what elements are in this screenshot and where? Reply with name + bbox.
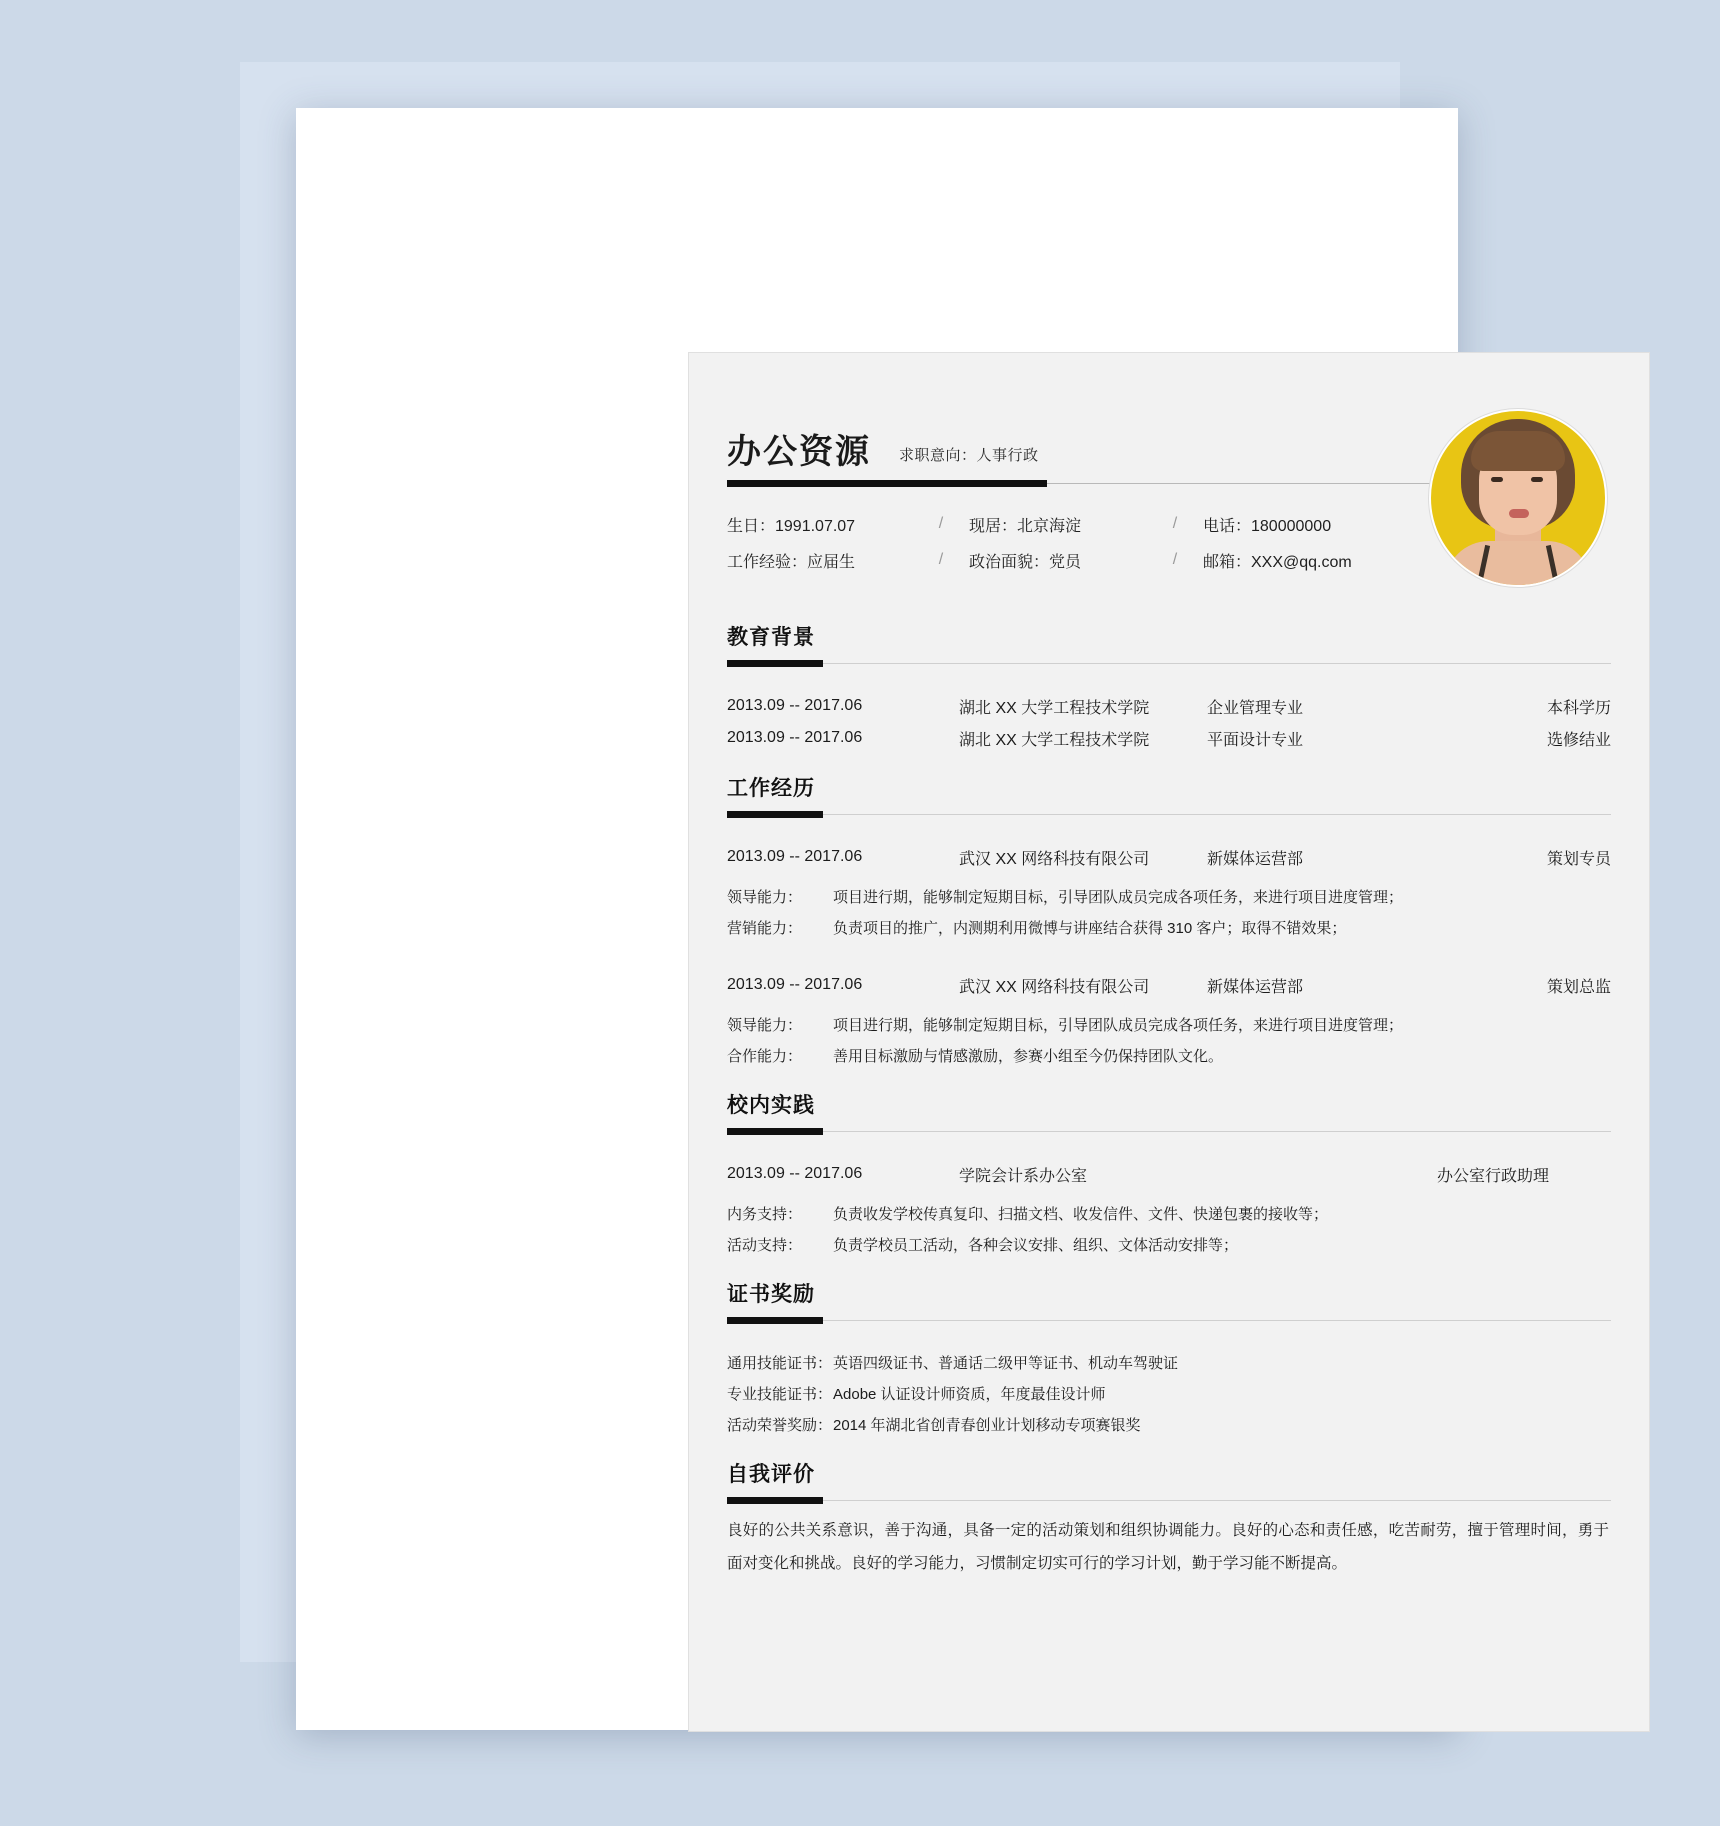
header-divider [727, 483, 1547, 484]
section-divider [727, 1500, 1611, 1501]
certificate-label: 通用技能证书： [727, 1355, 833, 1372]
work-date: 2013.09 -- 2017.06 [727, 976, 863, 993]
work-company: 武汉 XX 网络科技有限公司 [959, 850, 1150, 868]
section-certificates [727, 1260, 1611, 1440]
avatar-eye-right [1531, 477, 1543, 482]
resume-header [727, 389, 1611, 603]
certificate-text: 2014 年湖北省创青春创业计划移动专项赛银奖 [833, 1417, 1141, 1434]
contact-residence: 现居：北京海淀 [969, 517, 1082, 535]
section-divider [727, 814, 1611, 815]
work-company: 武汉 XX 网络科技有限公司 [959, 978, 1150, 996]
practice-detail-text: 负责学校员工活动，各种会议安排、组织、文体活动安排等； [833, 1237, 1239, 1254]
section-divider [727, 1131, 1611, 1132]
contact-separator: / [938, 515, 944, 532]
work-detail [727, 1009, 1611, 1040]
page-title: 办公资源 [727, 433, 871, 471]
avatar-eye-left [1491, 477, 1503, 482]
section-title-practice: 校内实践 [727, 1094, 815, 1117]
job-objective: 求职意向：人事行政 [899, 447, 1039, 464]
section-work [727, 754, 1611, 1071]
avatar-shoulders [1445, 541, 1591, 585]
work-detail-label: 领导能力： [727, 889, 803, 906]
practice-detail-label: 活动支持： [727, 1237, 803, 1254]
certificate-row [727, 1409, 1611, 1440]
section-title-certificates: 证书奖励 [727, 1283, 815, 1306]
education-school: 湖北 XX 大学工程技术学院 [959, 699, 1150, 717]
education-degree: 本科学历 [1546, 699, 1611, 717]
certificate-label: 活动荣誉奖励： [727, 1417, 833, 1434]
avatar-lips [1509, 509, 1529, 518]
practice-detail-text: 负责收发学校传真复印、扫描文档、收发信件、文件、快递包裹的接收等； [833, 1206, 1329, 1223]
section-title-education: 教育背景 [727, 626, 815, 649]
practice-org: 学院会计系办公室 [959, 1167, 1088, 1185]
section-title-self-evaluation: 自我评价 [727, 1463, 815, 1486]
work-detail [727, 912, 1611, 943]
certificate-text: Adobe 认证设计师资质，年度最佳设计师 [833, 1386, 1106, 1403]
practice-detail [727, 1229, 1611, 1260]
contact-separator: / [1172, 551, 1178, 568]
work-detail-label: 领导能力： [727, 1017, 803, 1034]
contact-experience: 工作经验：应届生 [727, 553, 856, 571]
resume-page [296, 108, 1611, 1730]
contact-separator: / [938, 551, 944, 568]
work-detail-text: 负责项目的推广，内测期利用微博与讲座结合获得 310 客户；取得不错效果； [833, 920, 1347, 937]
work-date: 2013.09 -- 2017.06 [727, 848, 863, 865]
self-evaluation-text: 良好的公共关系意识，善于沟通，具备一定的活动策划和组织协调能力。良好的心态和责任感，吃苦耐劳，擅于管理时间，勇于面对变化和挑战。良好的学习能力，习惯制定切实可行的学习计划，勤于学习能不断提高。 [727, 1522, 1609, 1572]
practice-detail-label: 内务支持： [727, 1206, 803, 1223]
section-self-evaluation [727, 1440, 1611, 1580]
section-practice [727, 1071, 1611, 1260]
contact-birthday: 生日：1991.07.07 [727, 517, 856, 535]
work-detail-text: 项目进行期，能够制定短期目标，引导团队成员完成各项任务，来进行项目进度管理； [833, 1017, 1404, 1034]
work-department: 新媒体运营部 [1207, 978, 1304, 996]
education-major: 平面设计专业 [1207, 731, 1304, 749]
certificate-row [727, 1378, 1611, 1409]
contact-political-status: 政治面貌：党员 [969, 553, 1082, 571]
section-divider [727, 1320, 1611, 1321]
work-detail [727, 881, 1611, 912]
education-date: 2013.09 -- 2017.06 [727, 697, 863, 714]
work-entry-header [727, 969, 1611, 1001]
practice-detail [727, 1198, 1611, 1229]
certificate-row [727, 1347, 1611, 1378]
work-role: 策划总监 [1546, 978, 1611, 996]
section-title-work: 工作经历 [727, 777, 815, 800]
education-degree: 选修结业 [1546, 731, 1611, 749]
section-education [727, 603, 1611, 754]
resume-canvas [688, 352, 1650, 1732]
section-divider [727, 663, 1611, 664]
avatar [1429, 409, 1607, 587]
practice-role: 办公室行政助理 [1436, 1167, 1549, 1185]
education-date: 2013.09 -- 2017.06 [727, 729, 863, 746]
practice-date: 2013.09 -- 2017.06 [727, 1165, 863, 1182]
avatar-fringe [1471, 431, 1565, 471]
work-role: 策划专员 [1546, 850, 1611, 868]
work-detail-text: 项目进行期，能够制定短期目标，引导团队成员完成各项任务，来进行项目进度管理； [833, 889, 1404, 906]
certificate-text: 英语四级证书、普通话二级甲等证书、机动车驾驶证 [833, 1355, 1179, 1372]
work-detail-text: 善用目标激励与情感激励，参赛小组至今仍保持团队文化。 [833, 1048, 1224, 1065]
contact-email: 邮箱：XXX@qq.com [1203, 553, 1352, 571]
education-major: 企业管理专业 [1207, 699, 1304, 717]
work-detail-label: 合作能力： [727, 1048, 803, 1065]
practice-entry-header [727, 1158, 1611, 1190]
work-detail [727, 1040, 1611, 1071]
work-entry-header [727, 841, 1611, 873]
certificate-label: 专业技能证书： [727, 1386, 833, 1403]
table-row [727, 722, 1611, 754]
education-school: 湖北 XX 大学工程技术学院 [959, 731, 1150, 749]
work-detail-label: 营销能力： [727, 920, 803, 937]
contact-phone: 电话：180000000 [1203, 517, 1332, 535]
table-row [727, 690, 1611, 722]
work-department: 新媒体运营部 [1207, 850, 1304, 868]
contact-separator: / [1172, 515, 1178, 532]
